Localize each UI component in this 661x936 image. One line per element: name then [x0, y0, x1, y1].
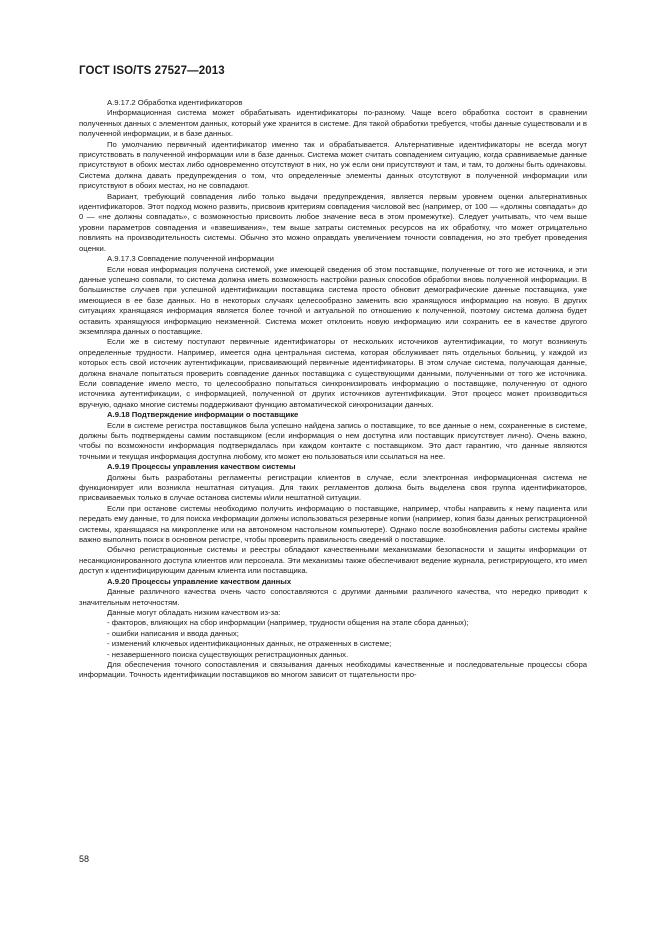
paragraph: Если при останове системы необходимо получить информацию о поставщике, например, чтобы направить к нему пациента или передать ему данные, то для поиска информации должны использоваться резервные копии (например, копия базы данных регистрационной системы, хранящаяся на микропленке или на автономном настольном компьютере). Однако после возобновления работы системы крайне важно выполнить поиск в основном регистре, чтобы проверить правильность сведений о поставщике. [79, 503, 587, 545]
paragraph: Если же в систему поступают первичные идентификаторы от нескольких источников аутентификации, то могут возникнуть определенные трудности. Например, имеется одна центральная система, которая обслуживает пять отдельных больниц, у каждой из которых есть свой источник аутентификации, присваивающий первичные идентификаторы. В этом случае система, получающая данные, должна вначале попытаться проверить совпадение данных поставщика с существующими данными, полученными от того же источника. Если совпадение имело место, то целесообразно попытаться синхронизировать информацию о поставщике, полученную от одного источника аутентификации, с информацией, полученной от других источников аутентификации. Этот процесс может производиться вручную, однако многие системы поддерживают функцию автоматической синхронизации данных. [79, 337, 587, 409]
list-item: - факторов, влияющих на сбор информации (например, трудности общения на этапе сбора данных); [107, 618, 469, 628]
paragraph: Данные различного качества очень часто сопоставляются с другими данными различного качества, что нередко приводит к значительным неточностям. [79, 587, 587, 607]
paragraph: Если новая информация получена системой, уже имеющей сведения об этом поставщике, полученные от того же источника, и эти данные успешно совпали, то система должна иметь возможность настройки разных способов обработки вновь полученной информации. В большинстве случаев при успешной идентификации поставщика система просто обновит демографические данные поставщика, уже имеющиеся в ее базе данных. Но в некоторых случаях целесообразно заменить всю хранящуюся информацию на новую. В других ситуациях хранящаяся информация является более точной и актуальной по отношению к полученной, поэтому система должна будет оставить хранящуюся информацию неизменной. Система может отклонить новую информацию или сохранить ее в качестве другого экземпляра данных о поставщике. [79, 264, 587, 336]
section-heading-a-9-17-3: А.9.17.3 Совпадение полученной информации [107, 254, 274, 264]
paragraph: Обычно регистрационные системы и реестры обладают качественными механизмами безопасности и защиты информации от несанкционированного доступа клиентов или персонала. Эти механизмы также обеспечивают ведение журнала, регистрирующего, кто имел доступ к идентифицирующим данным клиента или поставщика. [79, 545, 587, 576]
section-heading-a-9-18: А.9.18 Подтверждение информации о поставщике [107, 410, 299, 420]
paragraph: Должны быть разработаны регламенты регистрации клиентов в случае, если электронная информационная система не функционирует или возникла нештатная ситуация. Для таких регламентов должна быть выделена своя группа идентификаторов, присваиваемых только в случае останова системы и/или нештатной ситуации. [79, 472, 587, 503]
paragraph: Информационная система может обрабатывать идентификаторы по-разному. Чаще всего обработка состоит в сравнении полученных данных с элементом данных, который уже хранится в системе. Для такой обработки требуется, чтобы данные существовали и в полученной информации, и в базе данных. [79, 108, 587, 139]
paragraph: Данные могут обладать низким качеством из-за: [107, 607, 281, 617]
list-item: - ошибки написания и ввода данных; [107, 628, 239, 638]
paragraph: Для обеспечения точного сопоставления и связывания данных необходимы качественные и последовательные процессы сбора информации. Точность идентификации поставщиков во многом зависит от тщательности про- [79, 659, 587, 680]
section-heading-a-9-20: А.9.20 Процессы управление качеством данных [107, 576, 292, 586]
paragraph: По умолчанию первичный идентификатор именно так и обрабатывается. Альтернативные идентификаторы не всегда могут присутствовать в полученной информации или в базе данных. Система может считать совпадением ситуацию, когда сравниваемые данные присутствуют в обоих местах либо одновременно отсутствуют в них, но уж если они присутствуют и там, и там, то должны быть одинаковы. Система должна давать предупреждения о том, что определенные элементы данных отсутствуют в полученной информации или присутствуют в обоих местах, но не совпадают. [79, 139, 587, 191]
page-number: 58 [79, 854, 90, 864]
document-body [79, 98, 587, 681]
document-header: ГОСТ ISO/TS 27527—2013 [79, 65, 225, 77]
section-heading-a-9-19: А.9.19 Процессы управления качеством системы [107, 462, 296, 472]
list-item: - незавершенного поиска существующих регистрационных данных. [107, 649, 349, 659]
paragraph: Если в системе регистра поставщиков была успешно найдена запись о поставщике, то все данные о нем, сохраненные в системе, должны быть подтверждены самим поставщиком (если информация о нем доступна или поставщик присутствует лично). Очень важно, чтобы по возможности информация подтверждалась при каждом контакте с поставщиком. Это даст гарантию, что данные являются точными и текущая информация доступна любому, кто может ею пользоваться или ссылаться на нее. [79, 420, 587, 461]
list-item: - изменений ключевых идентификационных данных, не отраженных в системе; [107, 639, 392, 649]
paragraph: Вариант, требующий совпадения либо только выдачи предупреждения, является первым уровнем оценки альтернативных идентификаторов. Этот подход можно развить, присвоив критериям совпадения числовой вес (например, от 100 — «должны совпадать» до 0 — «не должны совпадать», с возможностью присвоить любое значение веса в этом промежутке). Следует учитывать, что чем выше уровни параметров совпадения и «взвешивания», тем выше затраты системных ресурсов на их обработку, что может отрицательно повлиять на производительность системы. Обычно это можно оправдать увеличением точности совпадения, но это требует проведения оценки. [79, 191, 587, 253]
section-heading-a-9-17-2: А.9.17.2 Обработка идентификаторов [107, 98, 243, 107]
